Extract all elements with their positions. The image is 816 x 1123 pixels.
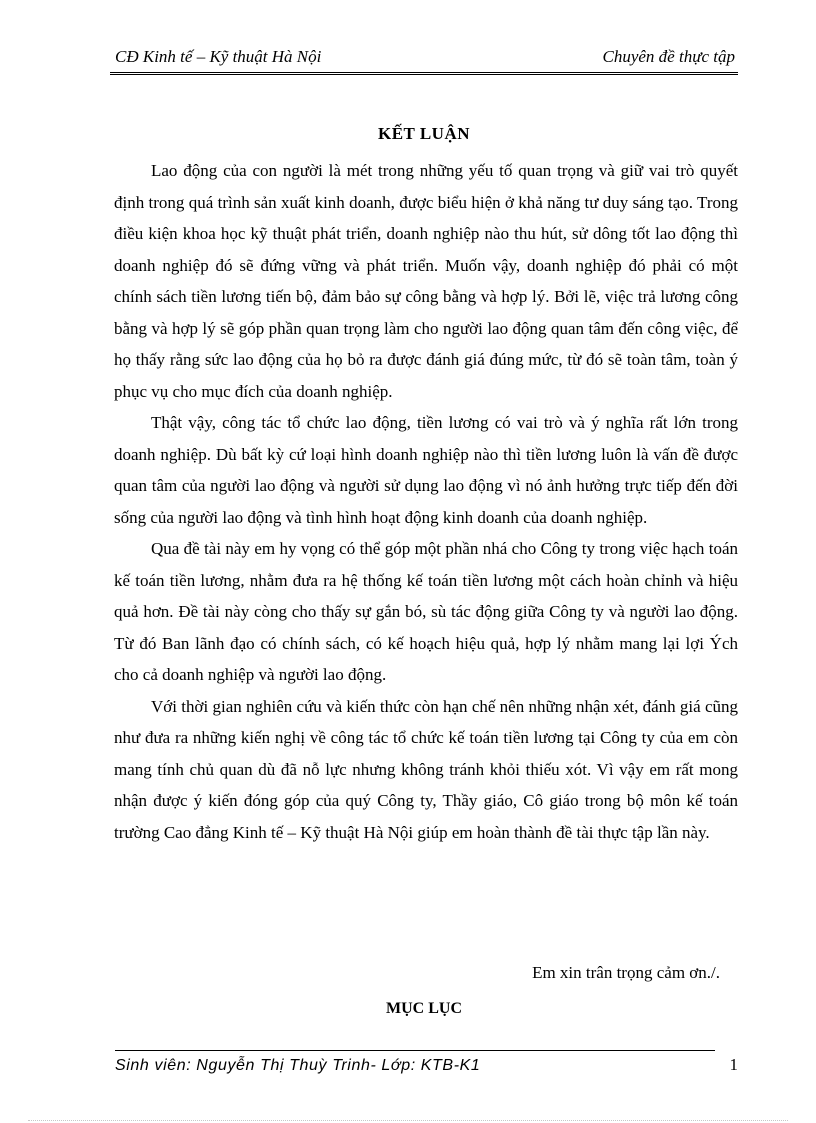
table-of-contents-title: MỤC LỤC (386, 1000, 462, 1017)
header-divider (110, 72, 738, 75)
header-document-type: Chuyên đề thực tập (602, 47, 735, 66)
section-title: KẾT LUẬN (377, 124, 470, 143)
paragraph: Qua đề tài này em hy vọng có thể góp một phần nhá cho Công ty trong việc hạch toán kế toán tiền lương, nhằm đưa ra hệ thống kế toán tiền lương một cách hoàn chỉnh và hiệu quả hơn. Đề tài này còng cho thấy sự gắn bó, sù tác động giữa Công ty và người lao động. Từ đó Ban lãnh đạo có chính sách, có kế hoạch hiệu quả, hợp lý nhằm mang lại lợi Ých cho cả doanh nghiệp và người lao động. (114, 539, 738, 684)
paragraph: Lao động của con người là mét trong những yếu tố quan trọng và giữ vai trò quyết định trong quá trình sản xuất kinh doanh, được biểu hiện ở khả năng tư duy sáng tạo. Trong điều kiện khoa học kỹ thuật phát triển, doanh nghiệp nào thu hút, sử dông tốt lao động thì doanh nghiệp đó sẽ đứng vững và phát triển. Muốn vậy, doanh nghiệp đó phải có một chính sách tiền lương tiến bộ, đảm bảo sự công bằng và hợp lý. Bởi lẽ, việc trả lương công bằng và hợp lý sẽ góp phần quan trọng làm cho người lao động quan tâm đến công việc, để họ thấy rằng sức lao động của họ bỏ ra được đánh giá đúng mức, từ đó sẽ toàn tâm, toàn ý phục vụ cho mục đích của doanh nghiệp. (114, 161, 738, 401)
footer-divider (115, 1050, 715, 1051)
page-header (115, 47, 735, 73)
body-text (114, 155, 738, 848)
closing-remark: Em xin trân trọng cảm ơn./. (532, 963, 720, 982)
paragraph: Thật vậy, công tác tổ chức lao động, tiền lương có vai trò và ý nghĩa rất lớn trong doanh nghiệp. Dù bất kỳ cứ loại hình doanh nghiệp nào thì tiền lương luôn là vấn đề được quan tâm của người lao động và người sử dụng lao động vì nó ảnh hưởng trực tiếp đến đời sống của người lao động và tình hình hoạt động kinh doanh của doanh nghiệp. (114, 413, 738, 527)
page-number: 1 (729, 1055, 738, 1074)
header-institution: CĐ Kinh tế – Kỹ thuật Hà Nội (115, 47, 322, 66)
page-edge-divider (28, 1120, 788, 1121)
paragraph: Với thời gian nghiên cứu và kiến thức còn hạn chế nên những nhận xét, đánh giá cũng như đưa ra những kiến nghị về công tác tổ chức kế toán tiền lương tại Công ty của em còn mang tính chủ quan dù đã nỗ lực nhưng không tránh khỏi thiếu xót. Vì vậy em rất mong nhận được ý kiến đóng góp của quý Công ty, Thầy giáo, Cô giáo trong bộ môn kế toán trường Cao đẳng Kinh tế – Kỹ thuật Hà Nội giúp em hoàn thành đề tài thực tập lần này. (114, 696, 738, 842)
footer-student-info: Sinh viên: Nguyễn Thị Thuỳ Trinh- Lớp: KTB-K1 (115, 1057, 481, 1074)
